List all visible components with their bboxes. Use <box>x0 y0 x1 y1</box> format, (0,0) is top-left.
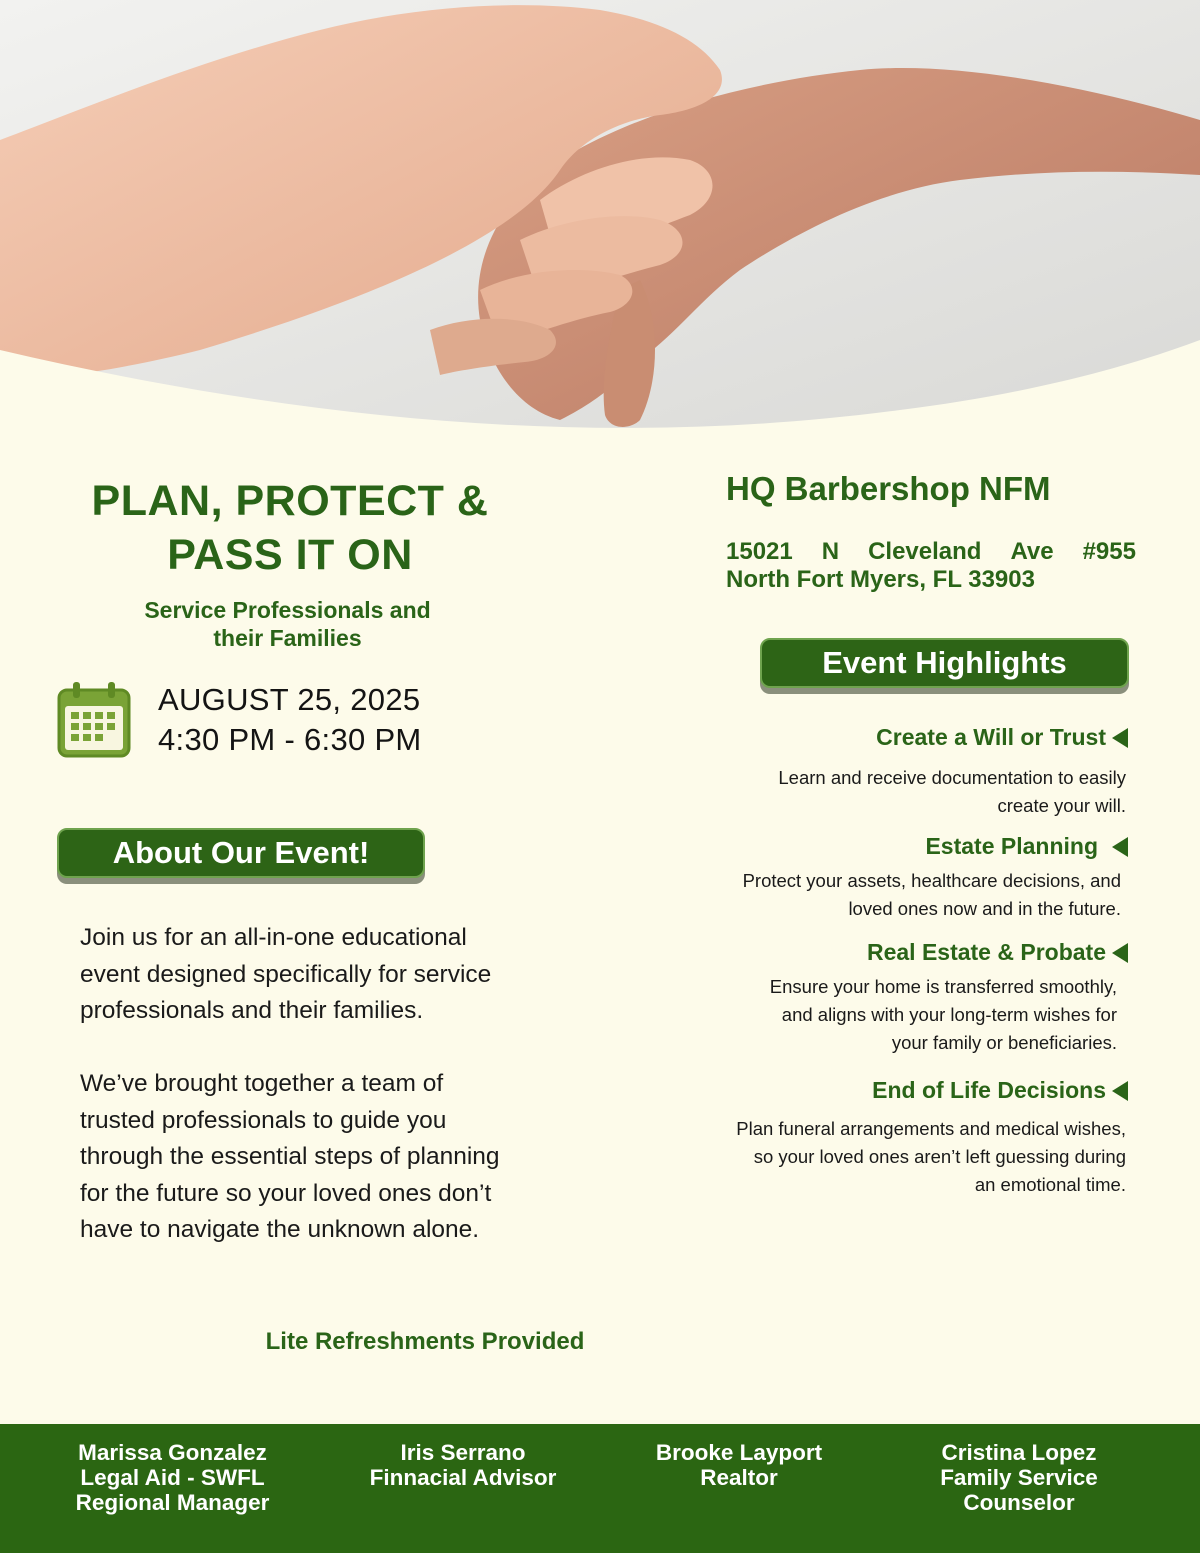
highlight-desc-line: so your loved ones aren’t left guessing during <box>753 1146 1126 1167</box>
highlight-title-will-trust <box>876 724 1128 751</box>
about-p2-line: for the future so your loved ones don’t <box>80 1179 492 1207</box>
event-subtitle-line1: Service Professionals and <box>144 597 431 623</box>
about-p2-line: trusted professionals to guide you <box>80 1106 447 1134</box>
about-p2-line: We’ve brought together a team of <box>80 1070 444 1097</box>
highlight-title-text: End of Life Decisions <box>872 1077 1106 1103</box>
highlight-title-text: Real Estate & Probate <box>866 939 1106 965</box>
highlight-desc-real-estate <box>770 973 1117 1057</box>
speaker-role: Family Service <box>940 1465 1098 1490</box>
speaker-role: Legal Aid - SWFL <box>80 1465 265 1490</box>
highlight-desc-will-trust <box>778 764 1126 820</box>
about-p1-line: event designed specifically for service <box>80 960 492 988</box>
highlight-desc-line: your family or beneficiaries. <box>891 1032 1117 1053</box>
speaker-card <box>40 1440 305 1515</box>
speaker-name: Brooke Layport <box>655 1440 823 1465</box>
speaker-card <box>900 1440 1138 1515</box>
highlight-desc-line: create your will. <box>997 795 1126 816</box>
venue-address-line1 <box>726 538 1136 566</box>
address-part: #955 <box>1082 538 1136 565</box>
address-part: Ave <box>1010 538 1054 565</box>
address-part: N <box>821 538 840 565</box>
about-paragraph-2 <box>80 1066 580 1249</box>
about-p1-line: Join us for an all-in-one educational <box>80 924 467 951</box>
event-title <box>40 474 540 582</box>
highlight-desc-line: loved ones now and in the future. <box>848 898 1121 919</box>
highlight-desc-line: an emotional time. <box>974 1174 1126 1195</box>
holding-hands-illustration <box>0 0 1200 440</box>
triangle-pointer-icon <box>1112 837 1128 857</box>
highlight-desc-line: Learn and receive documentation to easily <box>778 767 1126 788</box>
about-p2-line: have to navigate the unknown alone. <box>80 1216 480 1243</box>
highlight-desc-line: and aligns with your long-term wishes for <box>781 1004 1117 1025</box>
highlight-desc-end-of-life <box>736 1115 1126 1199</box>
triangle-pointer-icon <box>1112 1081 1128 1101</box>
highlight-title-text: Create a Will or Trust <box>876 724 1106 750</box>
event-title-line2: PASS IT ON <box>167 531 413 579</box>
highlight-desc-line: Protect your assets, healthcare decisions, and <box>742 870 1121 891</box>
speaker-card <box>340 1440 586 1490</box>
about-paragraph-1 <box>80 920 580 1030</box>
highlight-desc-line: Plan funeral arrangements and medical wishes, <box>736 1118 1126 1139</box>
event-subtitle <box>40 596 535 652</box>
event-title-line1: PLAN, PROTECT & <box>91 477 489 525</box>
highlight-desc-estate-planning <box>743 867 1121 923</box>
calendar-icon <box>56 680 132 760</box>
highlight-title-text: Estate Planning <box>925 833 1098 859</box>
event-date: AUGUST 25, 2025 <box>158 682 421 717</box>
hero-image <box>0 0 1200 440</box>
speaker-role: Finnacial Advisor <box>369 1465 557 1490</box>
event-subtitle-line2: their Families <box>213 625 362 651</box>
highlight-title-estate-planning <box>925 833 1128 860</box>
about-p1-line: professionals and their families. <box>80 997 424 1024</box>
speaker-name: Iris Serrano <box>400 1440 526 1465</box>
venue-name: HQ Barbershop NFM <box>726 470 1051 507</box>
event-time: 4:30 PM - 6:30 PM <box>158 722 422 757</box>
triangle-pointer-icon <box>1112 943 1128 963</box>
address-part: Cleveland <box>868 538 982 565</box>
about-heading: About Our Event! <box>57 828 425 878</box>
speaker-role: Realtor <box>700 1465 778 1490</box>
venue-address-line2: North Fort Myers, FL 33903 <box>726 566 1035 593</box>
speaker-card <box>624 1440 854 1490</box>
highlight-desc-line: Ensure your home is transferred smoothly, <box>769 976 1117 997</box>
triangle-pointer-icon <box>1112 728 1128 748</box>
address-part: 15021 <box>726 538 793 565</box>
refreshments-note: Lite Refreshments Provided <box>265 1328 585 1355</box>
speaker-role: Regional Manager <box>75 1490 270 1515</box>
highlight-title-end-of-life <box>872 1077 1128 1104</box>
highlight-title-real-estate <box>867 939 1128 966</box>
speaker-role: Counselor <box>963 1490 1075 1515</box>
highlights-heading: Event Highlights <box>760 638 1129 688</box>
speaker-name: Marissa Gonzalez <box>78 1440 267 1465</box>
speaker-name: Cristina Lopez <box>941 1440 1097 1465</box>
speakers-footer <box>0 1424 1200 1553</box>
about-p2-line: through the essential steps of planning <box>80 1143 500 1170</box>
